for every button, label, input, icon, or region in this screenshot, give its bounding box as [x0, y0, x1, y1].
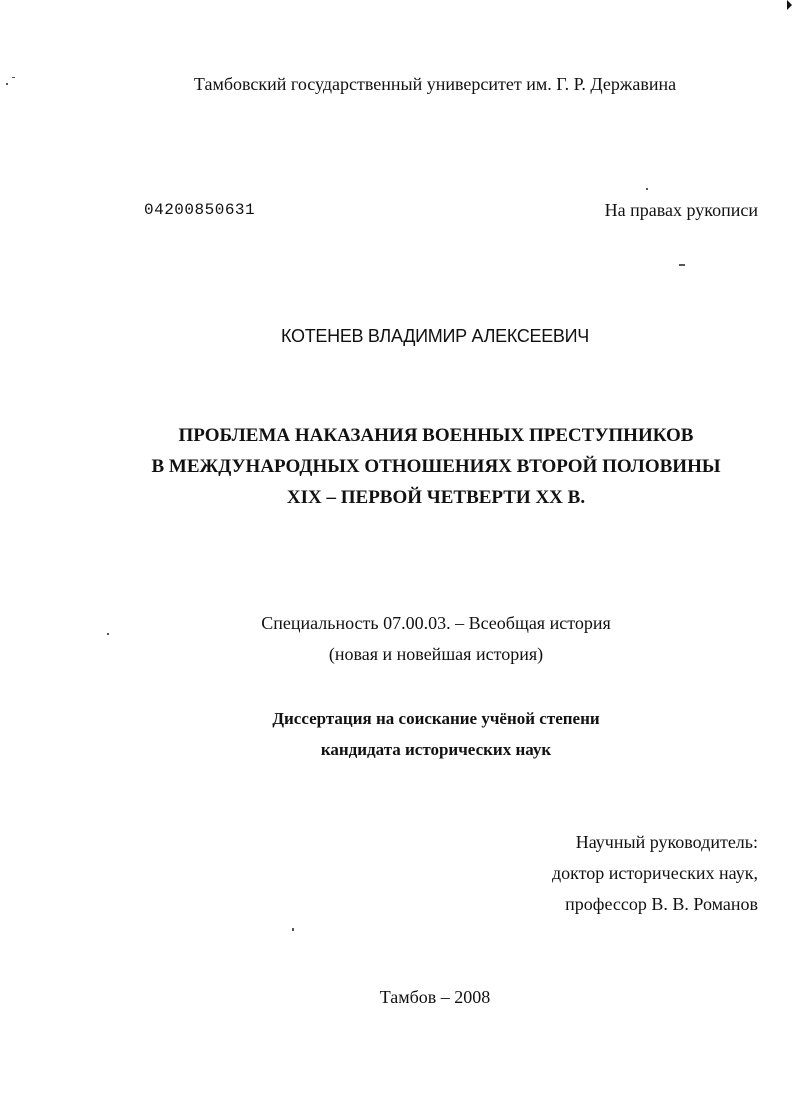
manuscript-note: На правах рукописи — [604, 200, 758, 220]
city-year: Тамбов – 2008 — [379, 987, 491, 1007]
title-line: ПРОБЛЕМА НАКАЗАНИЯ ВОЕННЫХ ПРЕСТУПНИКОВ — [178, 425, 694, 446]
university-name: Тамбовский государственный университет им. Г. Р. Державина — [193, 74, 677, 94]
title-line: В МЕЖДУНАРОДНЫХ ОТНОШЕНИЯХ ВТОРОЙ ПОЛОВИНЫ — [151, 456, 721, 477]
advisor-block — [552, 827, 758, 920]
dissertation-title — [0, 420, 792, 513]
scan-speck — [292, 928, 294, 931]
corner-marker-icon — [787, 0, 792, 10]
advisor-degree: доктор исторических наук, — [552, 863, 758, 883]
specialty-line: Специальность 07.00.03. – Всеобщая история — [261, 613, 611, 633]
degree-block — [0, 703, 792, 765]
degree-line: кандидата исторических наук — [320, 740, 552, 759]
scan-speck — [646, 188, 648, 190]
author-name: КОТЕНЕВ ВЛАДИМИР АЛЕКСЕЕВИЧ — [281, 326, 589, 346]
specialty-block — [0, 608, 792, 670]
advisor-name: профессор В. В. Романов — [565, 894, 758, 914]
advisor-label: Научный руководитель: — [575, 832, 758, 852]
degree-line: Диссертация на соискание учёной степени — [272, 709, 600, 728]
document-code: 04200850631 — [144, 201, 256, 219]
specialty-subline: (новая и новейшая история) — [328, 644, 544, 664]
scan-speck — [679, 264, 685, 266]
title-line: XIX – ПЕРВОЙ ЧЕТВЕРТИ XX В. — [286, 487, 586, 508]
